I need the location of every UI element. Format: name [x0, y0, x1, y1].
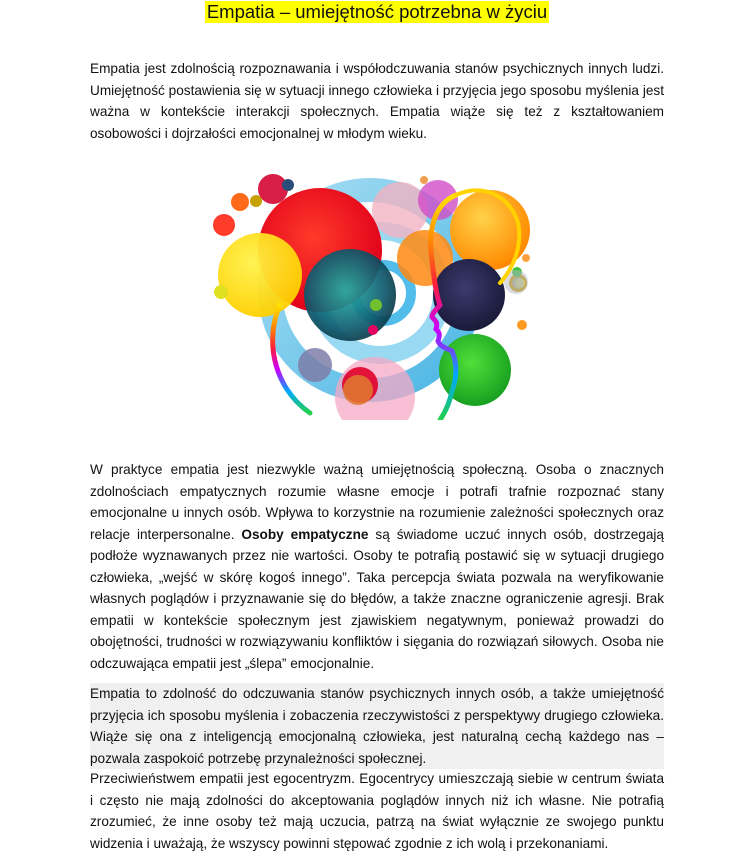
egocentrism-paragraph: Przeciwieństwem empatii jest egocentryzm. Egocentrycy umieszczają siebie w centrum świata i często nie mają zdolności do akceptowania poglądów innych niż ich własne. Nie potrafią zrozumieć, że inne osoby też mają uczucia, patrzą na świat wyłącznie ze swojego punktu widzenia i uważają, że wszyscy powinni stępować zgodnie z ich wolą i przekonaniami. [90, 771, 664, 851]
practice-text-end: są świadome uczuć innych osób, dostrzegają podłoże wyznawanych przez nie wartości. Osoby te potrafią postawić się w sytuacji drugiego człowieka, „wejść w skórę kogoś innego”. Taka percepcja świata pozwala na weryfikowanie własnych poglądów i przyznawanie się do błędów, a także znaczne ograniczenie agresji. Brak empatii w kontekście społecznym jest zjawiskiem negatywnym, ponieważ prowadzi do obojętności, trudności w rozwiązywaniu konfliktów i sięgania do rozwiązań siłowych. Osoba nie odczuwająca empatii jest „ślepa” emocjonalnie. [90, 526, 664, 671]
definition-paragraph: Empatia to zdolność do odczuwania stanów psychicznych innych osób, a także umiejętność przyjęcia ich sposobu myślenia i zobaczenia rzeczywistości z perspektywy drugiego człowieka. Wiąże się ona z inteligencją emocjonalną człowieka, jest naturalną cechą każdego nas – pozwala zaspokoić potrzebę przynależności społecznej. [90, 683, 664, 769]
empathy-head-illustration [200, 165, 545, 420]
title-wrapper [0, 0, 754, 23]
practice-paragraph [90, 459, 664, 674]
practice-text-start: W praktyce empatia jest niezwykle ważną umiejętnością społeczną. Osoba o znacznych zdolnościach empatycznych rozumie własne emocje i potrafi trafnie rozpoznać stany emocjonalne u innych osób. Wpływa to korzystnie na rozumienie zależności społecznych oraz relacje interpersonalne. [90, 462, 664, 542]
page-title: Empatia – umiejętność potrzebna w życiu [206, 1, 548, 22]
intro-paragraph: Empatia jest zdolnością rozpoznawania i współodczuwania stanów psychicznych innych ludzi. Umiejętność postawienia się w sytuacji innego człowieka i przyjęcia jego sposobu myślenia jest ważna w kontekście interakcji społecznych. Empatia wiąże się też z kształtowaniem osobowości i dojrzałości emocjonalnej w młodym wieku. [90, 61, 664, 141]
empathetic-people-emphasis: Osoby empatyczne [241, 526, 369, 542]
